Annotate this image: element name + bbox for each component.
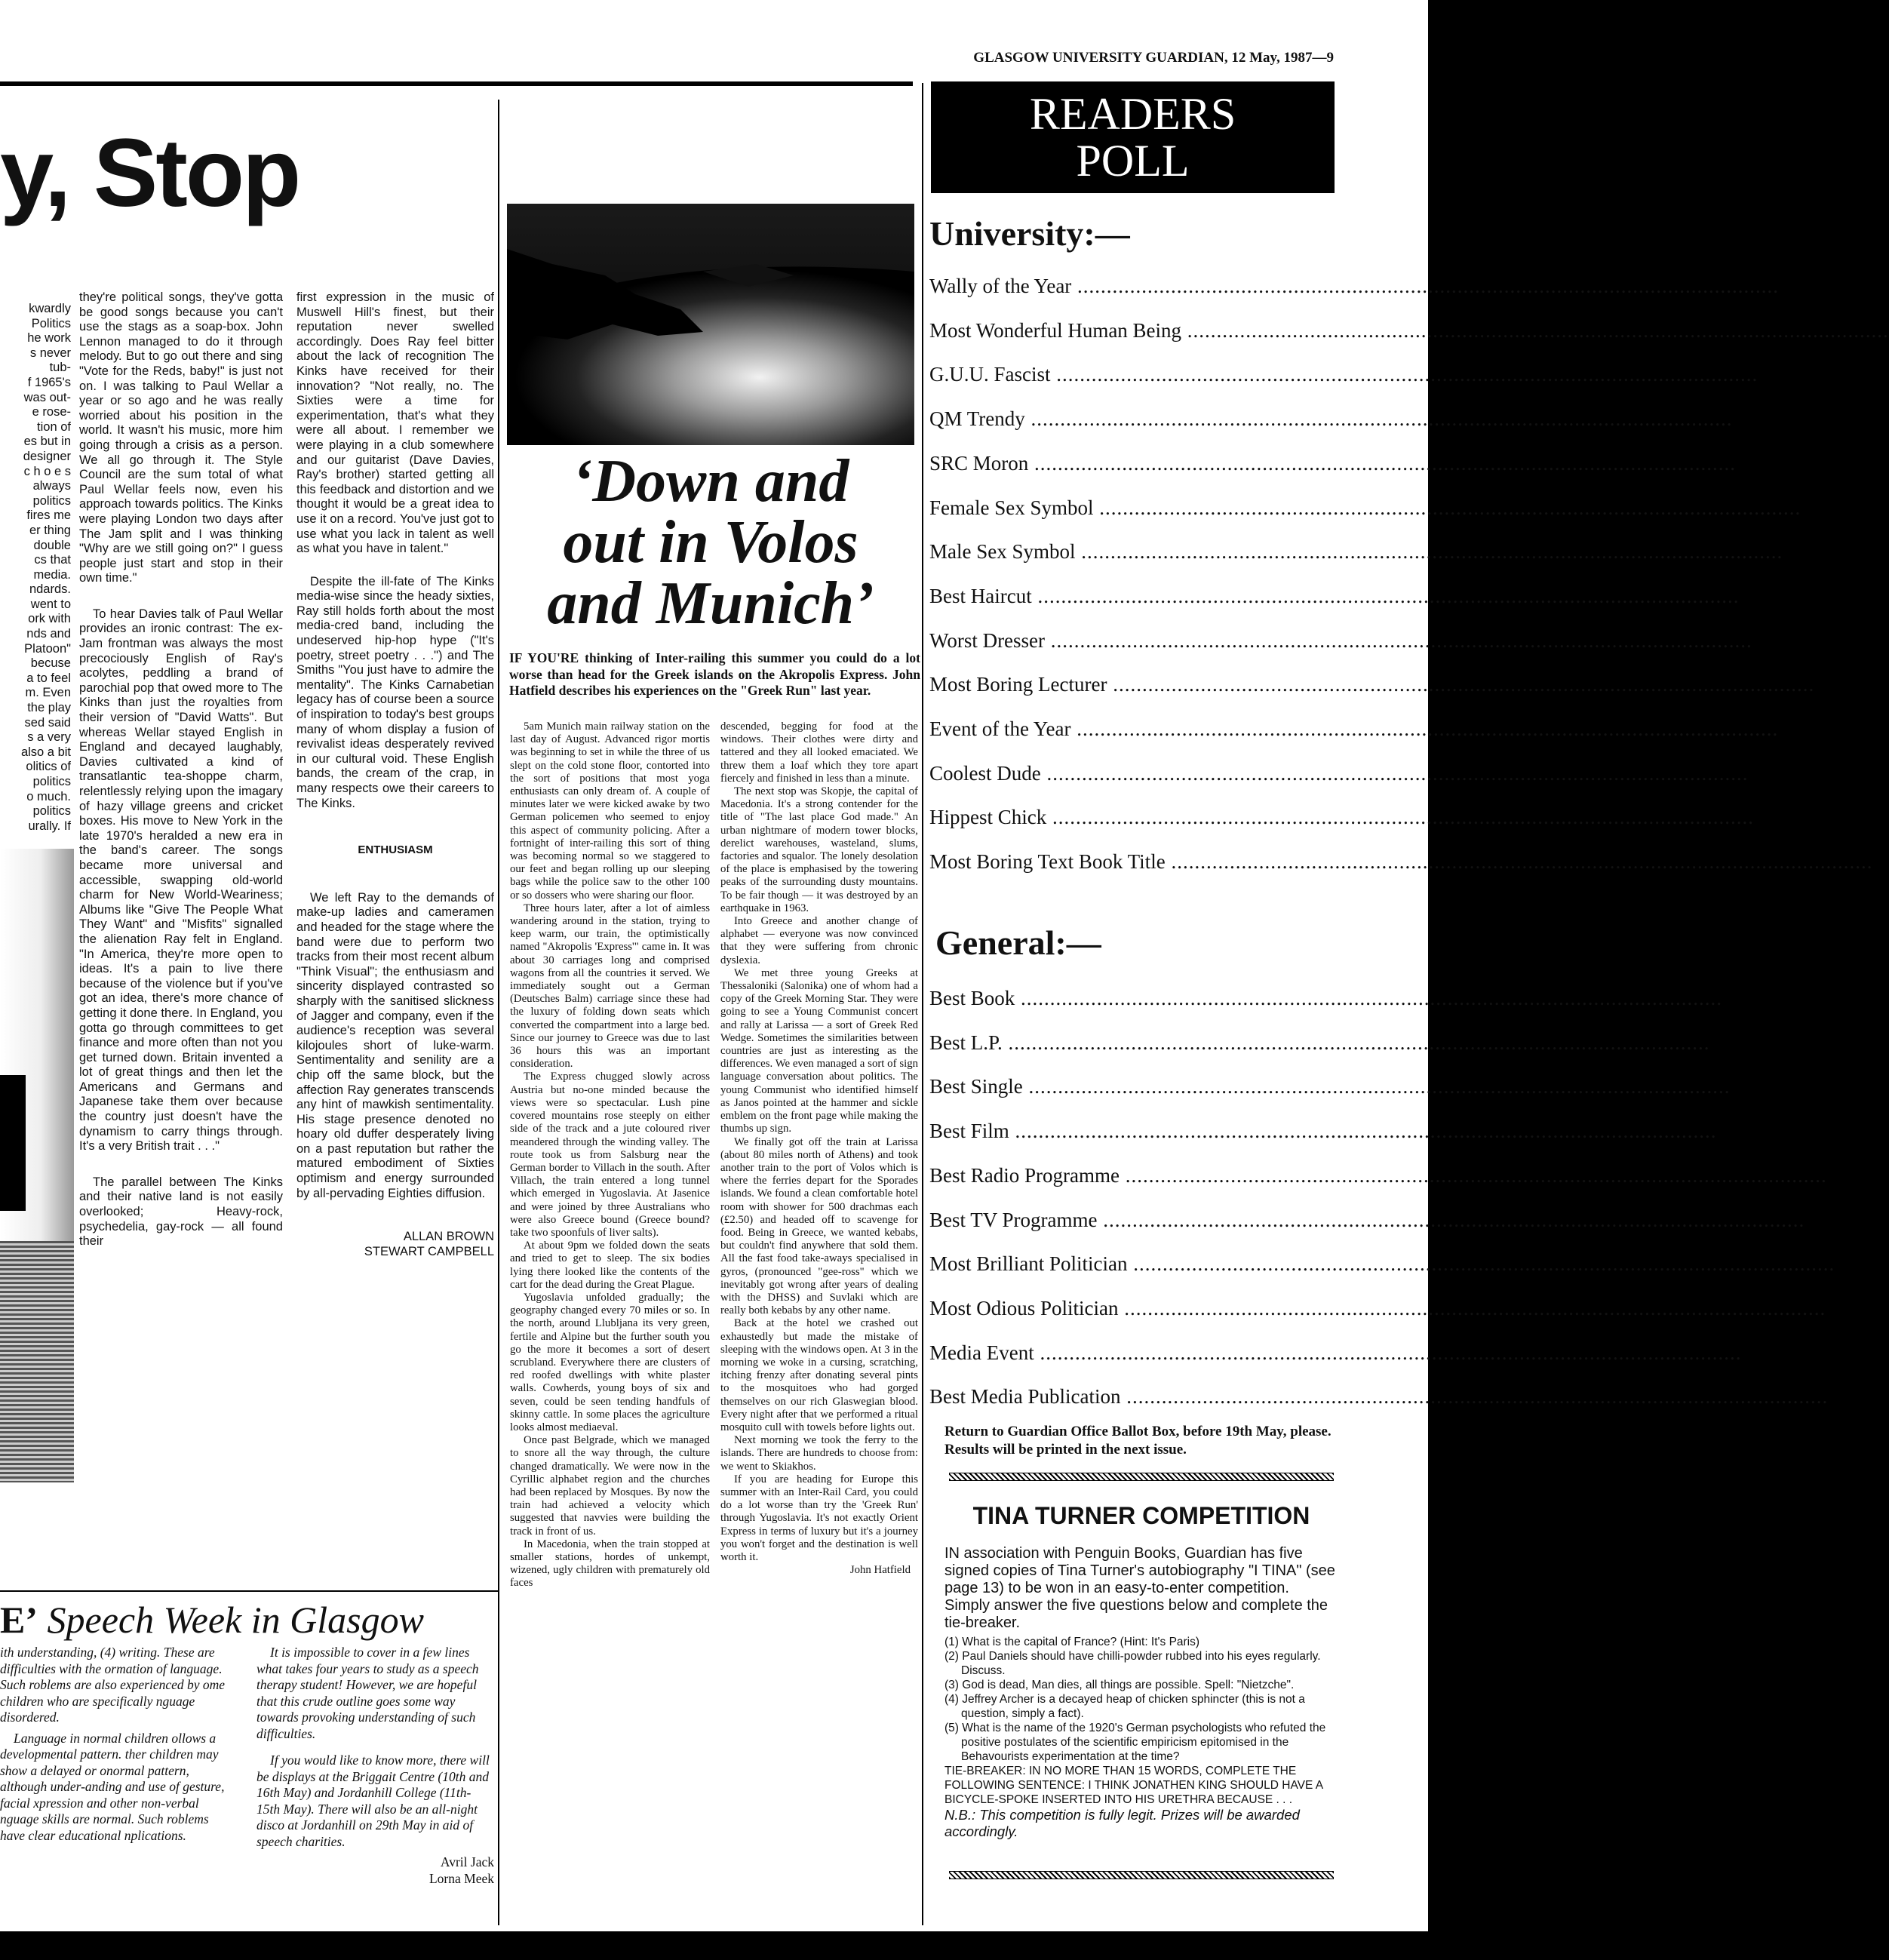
speech-left-para-2: Language in normal children ollows a developmental pattern. ther children may show a delayed or onormal pattern, although under-anding and use of gesture, facial xpression and other non-verbal nguage skills are normal. Such roblems have clear educational nplications.: [0, 1730, 225, 1843]
column-1-line: fires me: [26, 508, 71, 523]
poll-entry-dots: ........................................................................................................................: [1120, 1385, 1829, 1409]
poll-entry-dots: ........................................................................................................................: [1181, 318, 1889, 342]
poll-entry-dots: ........................................................................................................................: [1107, 673, 1815, 696]
poll-entry[interactable]: [929, 1163, 1827, 1187]
poll-entry[interactable]: [929, 496, 1801, 520]
column-1-line: kwardly: [29, 302, 71, 315]
poll-entry-label: Male Sex Symbol: [929, 540, 1076, 564]
column-2-para-2: To hear Davies talk of Paul Wellar provides an ironic contrast: The ex-Jam frontman was always the most precociously English of Ray's acolytes, peddling a brand of parochial pop that owed more to The Kinks than just the royalties from their version of "David Watts". But whereas Wellar stayed English in England and decayed laughably, Davies cultivated a kind of transatlantic tea-shoppe charm, relentlessly relying upon the imagary of hazy village greens and cricket boxes. His move to New York in the late 1970's heralded a new era in the band's career. The songs became more universal and accessible, swapping old-world charm for New World-Weariness; Albums like "Give The People What They Want" and "Misfits" signalled the alienation Ray felt in England. "In America, they're more open to ideas. It's a pain to live there because of the violence but if you've got an idea, there's more chance of getting it done there. In England, you gotta go through committees to get finance and more often than not you get turned down. Britain invented a lot of great things and then let the Americans and Germans and Japanese take them over because the country just doesn't have the dynamism to carry things through. It's a very British trait . . .": [79, 607, 283, 1154]
poll-entry-dots: ........................................................................................................................: [1119, 1163, 1827, 1187]
poll-entry-label: Hippest Chick: [929, 806, 1047, 829]
poll-entry-dots: ........................................................................................................................: [1002, 1031, 1710, 1054]
speech-right-para-2: If you would like to know more, there will be displays at the Briggait Centre (10th and 16th May) and Jordanhill College (11th-15th May). There will also be an all-night disco at Jordanhill on 29th May in aid of speech charities.: [256, 1753, 490, 1849]
poll-entry-label: Most Brilliant Politician: [929, 1252, 1128, 1276]
column-1-line: he work: [27, 331, 71, 346]
poll-entry-label: Best Radio Programme: [929, 1163, 1120, 1187]
poll-entry-label: Most Wonderful Human Being: [929, 318, 1182, 342]
poll-entry-dots: ........................................................................................................................: [1028, 451, 1737, 475]
competition-question: (1) What is the capital of France? (Hint: It's Paris): [944, 1636, 1200, 1648]
poll-entry[interactable]: [929, 275, 1780, 298]
column-1-line: politics: [32, 804, 71, 819]
speech-rule: [0, 1590, 498, 1592]
travel-right-para-4: We met three young Greeks at Thessaloniki (Salonika) one of whom had a copy of the Greek Morning Star. They were going to see a Young Communist concert and rally at Larissa — a sort of Greek Red Wedge. Sometimes the similarities between countries are just as interesting as the differences. We even managed a sort of sign language conversation about politics. The young Communist who identified himself as Janos pointed at the hammer and sickle emblem on the front page while making the thumbs up sign.: [720, 966, 918, 1135]
poll-entry[interactable]: [929, 1296, 1826, 1320]
column-1-line: double: [33, 538, 71, 552]
speech-right-col: [256, 1645, 494, 1916]
poll-entry-label: Wally of the Year: [929, 275, 1072, 297]
poll-entry-dots: ........................................................................................................................: [1034, 1341, 1742, 1364]
poll-entry[interactable]: [929, 318, 1889, 343]
poll-entry-label: Most Boring Lecturer: [929, 673, 1107, 696]
poll-entry-label: Best Film: [929, 1120, 1009, 1143]
speech-title-prefix: E’: [0, 1599, 38, 1641]
speech-title: [0, 1598, 498, 1642]
travel-byline: John Hatfield: [849, 1564, 911, 1577]
column-3-para-3: We left Ray to the demands of make-up ladies and cameramen and headed for the stage where the band were due to perform two tracks from their most recent album "Think Visual"; the enthusiasm and sincerity displayed contrasted so sharply with the sanitised slickness of Jagger and company, even if the audience's reception was several kilojoules short of luke-warm. Sentimentality and senility are a chip off the same block, but the affection Ray generates transcends any hint of mawkish sentimentality. His stage presence denoted no hoary old duffer desperately living on a past reputation but rather the matured embodiment of Sixties optimism and energy surrounded by all-pervading Eighties diffusion.: [296, 890, 494, 1200]
poll-entry[interactable]: [929, 1075, 1731, 1098]
competition-questions: [944, 1635, 1337, 1764]
column-1-line: c h o e s: [23, 464, 71, 478]
competition-nb: N.B.: This competition is fully legit. Prizes will be awarded accordingly.: [944, 1807, 1300, 1839]
subhead-enthusiasm: ENTHUSIASM: [358, 843, 433, 857]
readers-poll-title-2: POLL: [1076, 136, 1190, 186]
poll-entry-dots: ........................................................................................................................: [1050, 363, 1758, 386]
column-2-para-1: they're political songs, they've gotta be good songs because you can't use the stags as a soap-box. John Lennon managed to do it through melody. But to go out there and sing "Vote for the Reds, baby!" is just not on. I was talking to Paul Wellar a year or so ago and he was really worried about his position in the world. It wasn't his music, more him going through a crisis as a person. We all go through it. The Style Council are the sum total of what Paul Wellar feels now, even his approach towards politics. The Kinks were playing London two days after The Jam split and I was thinking "Why are we still going on?" I guess people just start and stop in their own time.": [79, 290, 283, 585]
poll-entry-label: Female Sex Symbol: [929, 496, 1094, 519]
poll-entry-dots: ........................................................................................................................: [1127, 1252, 1835, 1276]
column-1-lines: [0, 302, 71, 834]
travel-left-para-1: 5am Munich main railway station on the last day of August. Advanced rigor mortis was beginning to set in while the three of us slept on the cold stone floor, contorted into the sort of positions that most yoga enthusiasts can only dream of. A couple of minutes later we were kicked awake by two German policemen who seemed to enjoy this aspect of community policing. After a fortnight of inter-railing this sort of thing was becoming normal so we staggered to our feet and began rolling up our sleeping bags while the police saw to the other 100 or so dossers who were sharing our floor.: [510, 720, 710, 902]
travel-left-para-6: Once past Belgrade, which we managed to snore all the way through, the culture changed dramatically. We were now in the Cyrillic alphabet region and the churches had been replaced by Mosques. By now the train had achieved a velocity which suggested that navvies were building the track in front of us.: [510, 1434, 710, 1538]
speech-title-text: Speech Week in Glasgow: [47, 1599, 424, 1641]
hatched-rule-top: [949, 1473, 1334, 1481]
travel-left-para-3: The Express chugged slowly across Austria but no-one minded because the views were so spectacular. Lush pine covered mountains rose steeply on either side of the track and a jute coloured river meandered through the winding valley. The route took us from Salsburg near the German border to Villach in the south. After Villach, the train entered a long tunnel which emerged in Yugoslavia. At Jasenice and were joined by three Australians who were also Greece bound (Greece bound? take two spoonfuls of liver salts).: [510, 1071, 710, 1239]
column-1-line: Politics: [31, 316, 71, 330]
poll-entry-label: Event of the Year: [929, 717, 1071, 740]
column-2: [79, 290, 283, 1577]
travel-left-para-4: At about 9pm we folded down the seats and tried to get to sleep. The six bodies lying there looked like the contents of the cart for the dead during the Great Plague.: [510, 1240, 710, 1291]
column-1: [0, 302, 71, 834]
column-1-line: becuse: [30, 656, 71, 671]
speech-byline-1: Avril Jack: [440, 1854, 494, 1869]
column-1-line: ork with: [28, 612, 71, 626]
travel-left-para-2: Three hours later, after a lot of aimless wandering around in the station, trying to keep warm, our train, the optimistically named "Akropolis 'Express'" came in. It was about 30 carriages long and comprised wagons from all the countries it served. We immediately sought out a German (Deutsches Balm) carriage since these had the luxury of folding down seats which converted the compartment into a large bed. Since our journey to Greece was due to last 36 hours this was an important consideration.: [510, 902, 710, 1071]
column-3-para-1: first expression in the music of Muswell Hill's finest, but their reputation never swelled accordingly. Does Ray feel bitter about the lack of recognition The Kinks have received for their innovation? "Not really, no. The Sixties were a time for experimentation, that's what they were all about. I remember we were playing in a club somewhere and our guitarist (Dave Davies, Ray's brother) started getting all this feedback and distortion and we thought it would be a great idea to use it on a record. You've just got to use what you lack in talent as well as what you have in talent.": [296, 290, 494, 556]
poll-entry-dots: ........................................................................................................................: [1071, 275, 1780, 297]
speech-left-para-1: ith understanding, (4) writing. These are difficulties with the ormation of language. Such roblems are also experienced by ome children who are specifically nguage disordered.: [0, 1645, 226, 1725]
travel-standfirst: IF YOU'RE thinking of Inter-railing this summer you could do a lot worse than head for the Greek islands on the Akropolis Express. John Hatfield describes his experiences on the "Greek Run" last year.: [509, 650, 920, 698]
column-1-line: sed said: [24, 715, 71, 730]
column-1-line: a to feel: [26, 671, 71, 685]
travel-headline-line-2: out in Volos: [563, 509, 858, 576]
island-photo-graphic: [507, 204, 914, 445]
poll-entry-dots: ........................................................................................................................: [1097, 1208, 1805, 1231]
column-1-line: er thing: [29, 523, 71, 537]
column-1-line: politics: [32, 493, 71, 508]
column-1-line: ndards.: [29, 582, 71, 597]
poll-entry[interactable]: [929, 1341, 1742, 1365]
column-3-byline-1: ALLAN BROWN: [403, 1230, 494, 1244]
travel-right-para-7: Next morning we took the ferry to the islands. There are hundreds to choose from: we went to Skiakhos.: [720, 1434, 918, 1473]
poll-entry-label: Best TV Programme: [929, 1208, 1098, 1231]
column-1-line: olitics of: [26, 760, 71, 774]
column-1-line: nds and: [26, 627, 71, 641]
travel-right-para-3: Into Greece and another change of alphabet — everyone was now convinced that they were suffering from chronic dyslexia.: [720, 915, 918, 966]
column-1-line: media.: [33, 567, 71, 582]
column-1-line: tion of: [37, 419, 71, 434]
poll-entry[interactable]: [929, 363, 1758, 386]
poll-entry[interactable]: [929, 451, 1737, 475]
poll-entry-dots: ........................................................................................................................: [1040, 761, 1749, 785]
travel-right-para-5: We finally got off the train at Larissa (about 80 miles north of Athens) and took another train to the port of Volos which is where the ferries depart for the Sporades islands. We found a clean comfortable hotel room with shower for 500 drachmas each (£2.50) and headed off to scavenge for food. Being in Greece, we wanted kebabs, but couldn't find anywhere that sold them. All the fast food take-aways specialised in gyros, (pronounced "gee-ross" which we inevitably got wrong after years of dealing with the DHSS) and Suvlaki which are really both kebabs by any other name.: [720, 1135, 918, 1317]
column-1-line: designer: [23, 449, 71, 463]
poll-entry[interactable]: [929, 987, 1723, 1010]
column-1-line: m. Even: [25, 686, 71, 700]
travel-left-para-5: Yugoslavia unfolded gradually; the geography changed every 70 miles or so. In the north, around Llubljana its very green, fertile and Alpine but the further south you go the more it becomes a sort of desert scrubland. Everywhere there are clusters of red roofed dwellings with white plaster walls. Cowherds, young boys of six and seven, could be seen tending handfuls of skinny cattle. In some places the agriculture looks almost mediaeval.: [510, 1291, 710, 1433]
band-photo: [0, 849, 74, 1482]
poll-entry[interactable]: [929, 628, 1752, 653]
poll-entry-label: SRC Moron: [929, 451, 1029, 475]
column-1-line: also a bit: [20, 745, 71, 759]
headline-fragment: y, Stop: [0, 119, 299, 227]
hatched-rule-bottom: [949, 1871, 1334, 1879]
competition-intro: IN association with Penguin Books, Guardian has five signed copies of Tina Turner's autobiography "I TINA" (see page 13) to be won in an easy-to-enter competition. Simply answer the five questions below and complete the tie-breaker.: [944, 1545, 1335, 1631]
poll-entry-label: G.U.U. Fascist: [929, 363, 1051, 386]
column-1-line: Platoon": [24, 641, 71, 656]
poll-entry[interactable]: [929, 673, 1815, 696]
poll-entry[interactable]: [929, 717, 1779, 741]
travel-headline: [507, 448, 914, 637]
university-heading: University:—: [929, 214, 1130, 253]
vertical-rule-middle: [498, 100, 499, 1925]
poll-entry-label: QM Trendy: [929, 407, 1025, 431]
poll-entry-dots: ........................................................................................................................: [1031, 584, 1740, 607]
column-1-line: the play: [27, 701, 71, 715]
top-rule: [0, 81, 913, 86]
travel-right-para-6: Back at the hotel we crashed out exhaustedly but made the mistake of sleeping with the windows open. At 3 in the morning we woke in a cursing, scratching, itching frenzy after donating several pints to the mosquitoes who had gorged themselves on our rich Glaswegian blood. Every night after that we performed a ritual mosquito cull with towels before lights out.: [720, 1317, 918, 1433]
travel-right-para-2: The next stop was Skopje, the capital of Macedonia. It's a strong contender for the title of "The last place God made." An urban nightmare of modern tower blocks, derelict warehouses, wasteland, slums, factories and squalor. The lonely desolation of the place is emphasised by the towering peaks of the surrounding dusty mountains. To be fair though — it was destroyed by an earthquake in 1963.: [720, 785, 918, 914]
poll-entry[interactable]: [929, 1252, 1835, 1276]
masthead: GLASGOW UNIVERSITY GUARDIAN, 12 May, 1987—9: [973, 50, 1334, 66]
travel-right-para-1: descended, begging for food at the windows. Their clothes were dirty and tattered and they all looked emaciated. We threw them a loaf which they tore apart fiercely and finished in less than a minute.: [720, 720, 918, 785]
poll-entry-label: Most Odious Politician: [929, 1296, 1119, 1319]
column-1-line: urally. If: [28, 819, 71, 833]
competition-tiebreaker: TIE-BREAKER: IN NO MORE THAN 15 WORDS, COMPLETE THE FOLLOWING SENTENCE: I THINK JONATHEN KING SHOULD HAVE A BICYCLE-SPOKE INSERTED INTO HIS URETHRA BECAUSE . . .: [944, 1765, 1323, 1806]
poll-entry-label: Best Single: [929, 1075, 1023, 1098]
poll-entry[interactable]: [929, 407, 1733, 431]
poll-entry-label: Most Boring Text Book Title: [929, 850, 1166, 874]
readers-poll-title-1: READERS: [1029, 89, 1236, 139]
column-1-line: s a very: [27, 730, 71, 745]
column-2-para-3: The parallel between The Kinks and their native land is not easily overlooked; Heavy-rock, psychedelia, gay-rock — all found their: [79, 1175, 283, 1249]
poll-entry-dots: ........................................................................................................................: [1045, 628, 1752, 652]
poll-entry-label: Coolest Dude: [929, 761, 1041, 785]
poll-footer: Return to Guardian Office Ballot Box, before 19th May, please. Results will be printed in the next issue.: [944, 1424, 1332, 1458]
column-1-line: tub-: [49, 361, 71, 375]
poll-entry-dots: ........................................................................................................................: [1070, 717, 1779, 740]
poll-entry-dots: ........................................................................................................................: [1093, 496, 1801, 519]
travel-left-col: [510, 720, 710, 1928]
travel-left-para-7: In Macedonia, when the train stopped at smaller stations, hordes of unkempt, wizened, ugly children with prematurely old faces: [510, 1538, 710, 1590]
column-1-line: s never: [29, 346, 71, 360]
speech-left-col: [0, 1645, 226, 1916]
poll-entry[interactable]: [929, 584, 1740, 608]
poll-entry[interactable]: [929, 1385, 1829, 1409]
column-1-line: o much.: [26, 789, 71, 803]
column-1-line: es but in: [23, 435, 71, 449]
column-3-byline-2: STEWART CAMPBELL: [364, 1244, 494, 1258]
poll-entry-dots: ........................................................................................................................: [1075, 540, 1783, 564]
poll-entry[interactable]: [929, 850, 1873, 874]
poll-entry[interactable]: [929, 1120, 1717, 1143]
poll-entry[interactable]: [929, 1208, 1805, 1232]
poll-entry-label: Best Media Publication: [929, 1385, 1121, 1409]
column-1-line: cs that: [34, 553, 71, 567]
column-1-line: was out-: [23, 390, 71, 404]
competition-question: (2) Paul Daniels should have chilli-powder rubbed into his eyes regularly. Discuss.: [944, 1650, 1321, 1677]
poll-entry[interactable]: [929, 761, 1749, 785]
greek-island-photo: [507, 204, 914, 445]
poll-entry[interactable]: [929, 540, 1783, 564]
poll-entry[interactable]: [929, 1031, 1710, 1055]
column-3: [296, 290, 494, 1577]
travel-headline-line-3: and Munich’: [547, 570, 874, 637]
column-1-line: politics: [32, 775, 71, 788]
poll-entry-label: Best L.P.: [929, 1031, 1003, 1054]
readers-poll-banner: [931, 81, 1335, 193]
poll-entry-dots: ........................................................................................................................: [1024, 407, 1733, 431]
competition-title: TINA TURNER COMPETITION: [972, 1502, 1310, 1529]
column-1-line: always: [32, 479, 71, 493]
speech-byline-2: Lorna Meek: [428, 1870, 494, 1886]
poll-entry-dots: ........................................................................................................................: [1118, 1296, 1826, 1319]
travel-right-para-8: If you are heading for Europe this summer with an Inter-Rail Card, you could do a lot worse than try the 'Greek Run' through Yugoslavia. It's not exactly Orient Express in terms of luxury but it's a journey you won't forget and the destination is well worth it.: [720, 1473, 918, 1563]
travel-right-col: [720, 720, 918, 1928]
general-heading: General:—: [935, 923, 1101, 962]
competition-body: [944, 1545, 1337, 1840]
column-3-para-2: Despite the ill-fate of The Kinks media-wise since the heady sixties, Ray still holds forth about the most media-cred band, including the undeserved hip-hop hype ("It's poetry, street poetry . . .") and The Smiths "You just have to admire the mentality". The Kinks Carnabetian legacy has of course been a source of inspiration to today's best groups many of whom display a fusion of revivalist ideas desperately revived in our cultural void. These English bands, the cream of the crap, in many respects owe their careers to The Kinks.: [296, 574, 494, 810]
poll-entry-dots: ........................................................................................................................: [1022, 1075, 1731, 1098]
column-1-line: e rose-: [32, 405, 71, 419]
competition-question: (3) God is dead, Man dies, all things are possible. Spell: "Nietzche".: [944, 1679, 1295, 1691]
poll-entry-dots: ........................................................................................................................: [1046, 806, 1754, 829]
speech-right-para-1: It is impossible to cover in a few lines what takes four years to study as a speech therapy student! However, we are hopeful that this crude outline goes some way towards provoking understanding of such difficulties.: [256, 1645, 479, 1741]
poll-entry-label: Media Event: [929, 1341, 1034, 1364]
poll-entry-dots: ........................................................................................................................: [1009, 1120, 1717, 1143]
poll-entry-label: Worst Dresser: [929, 628, 1046, 652]
poll-entry-label: Best Book: [929, 987, 1015, 1009]
poll-entry-dots: ........................................................................................................................: [1165, 850, 1873, 874]
travel-headline-line-1: ‘Down and: [572, 448, 849, 515]
poll-entry-dots: ........................................................................................................................: [1015, 987, 1723, 1009]
competition-question: (5) What is the name of the 1920's German psychologists who refuted the positive postulates of the scientific empiricism epitomised in the Behavourists experimentation at the time?: [944, 1722, 1326, 1763]
column-1-line: went to: [30, 597, 71, 611]
competition-question: (4) Jeffrey Archer is a decayed heap of chicken sphincter (this is not a question, simply a fact).: [944, 1693, 1305, 1720]
poll-entry-label: Best Haircut: [929, 584, 1032, 607]
poll-entry[interactable]: [929, 806, 1754, 829]
vertical-rule-right: [922, 83, 923, 1925]
column-1-line: f 1965's: [27, 375, 71, 389]
